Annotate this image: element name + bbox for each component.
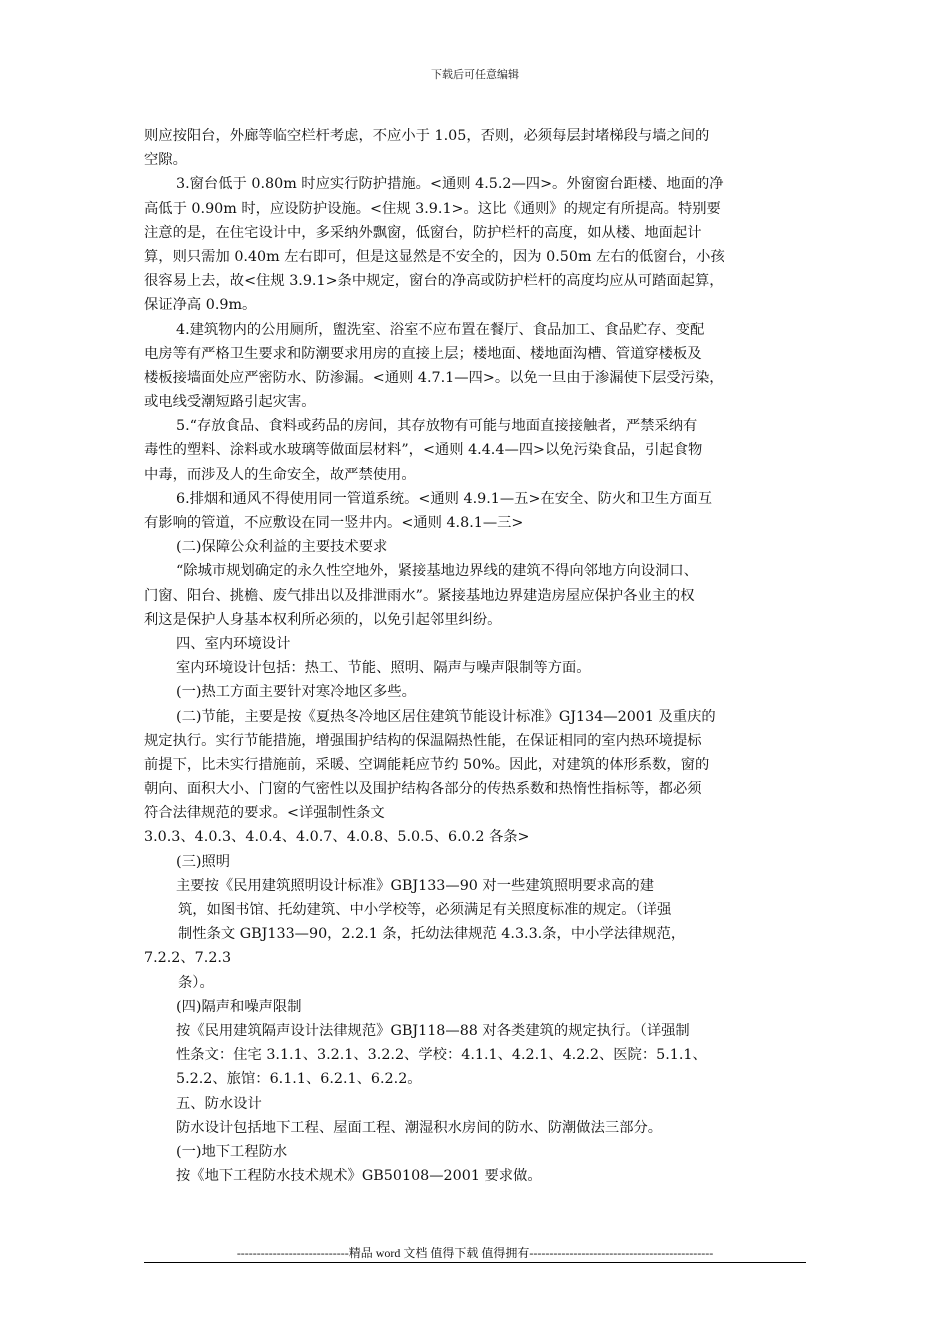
- text-line: 保证净高 0.9m。: [144, 297, 257, 314]
- text-line: 规定执行。实行节能措施，增强围护结构的保温隔热性能，在保证相同的室内热环境提标: [144, 732, 702, 749]
- text-line: (二)节能，主要是按《夏热冬冷地区居住建筑节能设计标准》GJ134—2001 及重庆的: [176, 708, 716, 725]
- text-line: 注意的是，在住宅设计中，多采纳外飘窗，低窗台，防护栏杆的高度，如从楼、地面起计: [144, 224, 702, 241]
- text-line: 电房等有严格卫生要求和防潮要求用房的直接上层；楼地面、楼地面沟槽、管道穿楼板及: [144, 345, 702, 362]
- text-line: 3.窗台低于 0.80m 时应实行防护措施。<通则 4.5.2—四>。外窗窗台距楼、地面的净: [176, 176, 724, 193]
- text-line: 条）。: [178, 974, 214, 991]
- text-line: 防水设计包括地下工程、屋面工程、潮湿积水房间的防水、防潮做法三部分。: [176, 1119, 663, 1136]
- text-line: 4.建筑物内的公用厕所，盥洗室、浴室不应布置在餐厅、食品加工、食品贮存、变配: [176, 321, 705, 338]
- text-line: 性条文：住宅 3.1.1、3.2.1、3.2.2、学校：4.1.1、4.2.1、4.2.2、医院：5.1.1、: [176, 1047, 707, 1064]
- text-line: 有影响的管道，不应敷设在同一竖井内。<通则 4.8.1—三>: [144, 515, 524, 531]
- text-line: 利这是保护人身基本权利所必须的，以免引起邻里纠纷。: [144, 611, 502, 628]
- text-line: 高低于 0.90m 时，应设防护设施。<住规 3.9.1>。这比《通则》的规定有所提高。特别要: [144, 200, 721, 217]
- text-line: 5.2.2、旅馆：6.1.1、6.2.1、6.2.2。: [176, 1071, 422, 1088]
- text-line: 则应按阳台，外廊等临空栏杆考虑，不应小于 1.05，否则，必须每层封堵梯段与墙之间的: [144, 128, 710, 144]
- page-footer: ----------------------------精品 word 文档 值得下载 值得拥有----------------------------------------------: [236, 1246, 714, 1260]
- text-line: (一)地下工程防水: [176, 1143, 288, 1160]
- text-line: (二)保障公众利益的主要技术要求: [176, 539, 388, 556]
- text-line: (四)隔声和噪声限制: [176, 998, 302, 1015]
- text-line: (三)照明: [176, 853, 231, 870]
- footer-divider: [144, 1262, 806, 1263]
- text-line: 主要按《民用建筑照明设计标准》GBJ133—90 对一些建筑照明要求高的建: [176, 877, 654, 894]
- text-line: 算，则只需加 0.40m 左右即可，但是这显然是不安全的，因为 0.50m 左右的低窗台，小孩: [144, 248, 725, 265]
- text-line: 5.“存放食品、食料或药品的房间，其存放物有可能与地面直接接触者，严禁采纳有: [176, 418, 698, 435]
- document-body: [144, 124, 804, 1188]
- text-line: 毒性的塑料、涂料或水玻璃等做面层材料”，<通则 4.4.4—四>以免污染食品，引起食物: [144, 442, 703, 459]
- text-line: 中毒，而涉及人的生命安全，故严禁使用。: [144, 466, 416, 483]
- text-line: 筑，如图书馆、托幼建筑、中小学校等，必须满足有关照度标准的规定。（详强: [178, 902, 672, 918]
- text-line: 3.0.3、4.0.3、4.0.4、4.0.7、4.0.8、5.0.5、6.0.2 各条>: [144, 829, 530, 846]
- text-line: 很容易上去，故<住规 3.9.1>条中规定，窗台的净高或防护栏杆的高度均应从可踏面起算，: [144, 273, 724, 290]
- text-line: 前提下，比未实行措施前，采暖、空调能耗应节约 50%。因此，对建筑的体形系数，窗的: [144, 756, 710, 773]
- text-line: “除城市规划确定的永久性空地外，紧接基地边界线的建筑不得向邻地方向设洞口、: [176, 563, 698, 580]
- text-line: 四、室内环境设计: [176, 635, 291, 652]
- text-line: 或电线受潮短路引起灾害。: [144, 394, 316, 411]
- text-line: 五、防水设计: [176, 1095, 262, 1112]
- text-line: 门窗、阳台、挑檐、废气排出以及排泄雨水”。紧接基地边界建造房屋应保护各业主的权: [144, 587, 695, 604]
- page-header: 下载后可任意编辑: [431, 68, 519, 81]
- text-line: (一)热工方面主要针对寒冷地区多些。: [176, 684, 416, 701]
- text-line: 7.2.2、7.2.3: [144, 950, 232, 967]
- text-line: 按《地下工程防水技术规术》GB50108—2001 要求做。: [176, 1168, 542, 1185]
- text-line: 制性条文 GBJ133—90，2.2.1 条，托幼法律规范 4.3.3.条，中小学法律规范，: [178, 926, 686, 943]
- text-line: 符合法律规范的要求。<详强制性条文: [144, 805, 385, 822]
- text-line: 室内环境设计包括：热工、节能、照明、隔声与噪声限制等方面。: [176, 660, 591, 677]
- text-line: 朝向、面积大小、门窗的气密性以及围护结构各部分的传热系数和热惰性指标等，都必须: [144, 781, 702, 798]
- text-line: 按《民用建筑隔声设计法律规范》GBJ118—88 对各类建筑的规定执行。（详强制: [176, 1022, 690, 1039]
- text-line: 空隙。: [144, 152, 187, 169]
- text-line: 6.排烟和通风不得使用同一管道系统。<通则 4.9.1—五>在安全、防火和卫生方面互: [176, 490, 713, 507]
- text-line: 楼板接墙面处应严密防水、防渗漏。<通则 4.7.1—四>。以免一旦由于渗漏使下层受污染，: [144, 369, 724, 386]
